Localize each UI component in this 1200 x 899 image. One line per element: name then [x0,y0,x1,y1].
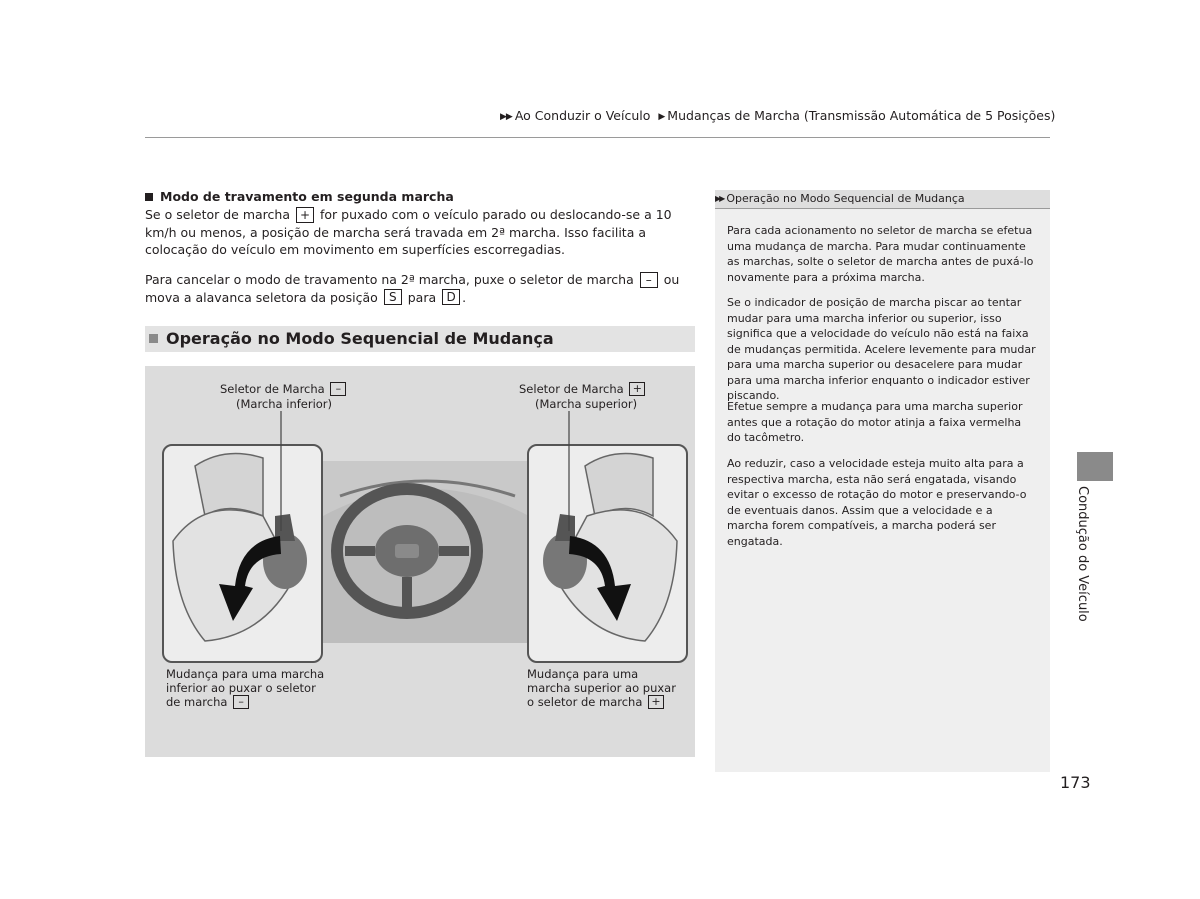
minus-key-icon: – [640,272,658,288]
arrow-icon: ▶ [658,112,665,122]
lock-mode-paragraph-2: Para cancelar o modo de travamento na 2ª marcha, puxe o seletor de marcha – ou mova a alavanca seletora da posição S para D . [145,272,680,305]
minus-key-icon: – [330,382,346,396]
lock-mode-heading: Modo de travamento em segunda marcha [145,189,454,204]
sidebar-paragraph-3: Efetue sempre a mudança para uma marcha superior antes que a rotação do motor atinja a faixa vermelha do tacômetro. [727,400,1023,444]
double-arrow-icon: ▶▶ [500,112,512,122]
plus-key-icon: + [296,207,314,223]
minus-key-icon: – [233,695,249,709]
label-downshift-caption: Mudança para uma marcha inferior ao puxar o seletor de marcha – [166,667,325,709]
breadcrumb-chapter[interactable]: Ao Conduzir o Veículo [514,108,651,123]
page-number: 173 [1060,773,1091,792]
chapter-thumb-tab[interactable] [1077,452,1113,481]
double-chevron-icon: ▶▶ [715,194,724,203]
chapter-tab-label: Condução do Veículo [1075,486,1090,622]
label-upshift-caption: Mudança para uma marcha superior ao puxar o seletor de marcha + [527,667,676,709]
breadcrumb-topic[interactable]: Mudanças de Marcha (Transmissão Automática de 5 Posições) [667,108,1056,123]
sidebar-paragraph-4: Ao reduzir, caso a velocidade esteja muito alta para a respectiva marcha, esta não será engatada, visando evitar o excesso de rotação do motor e preservando-o de eventuais danos. Assim que a velocidade e a marcha forem compatíveis, a marcha poderá ser engatada. [727,457,1027,548]
lock-mode-paragraph-1: Se o seletor de marcha + for puxado com o veículo parado ou deslocando-se a 10 km/h ou menos, a posição de marcha será travada em 2ª marcha. Isso facilita a colocação do veículo em movimento em superfícies escorregadias. [145,207,672,257]
sidebar-paragraph-1: Para cada acionamento no seletor de marcha se efetua uma mudança de marcha. Para mudar continuamente as marchas, solte o seletor de marcha antes de puxá-lo novamente para a próxima marcha. [727,224,1034,284]
plus-key-icon: + [629,382,645,396]
header-divider [145,137,1050,138]
sidebar-paragraph-2: Se o indicador de posição de marcha piscar ao tentar mudar para uma marcha inferior ou superior, isso significa que a velocidade do veículo não está na faixa de mudanças permitida. Acelere levemente para mudar para uma marcha superior ou desacelere para mudar para uma marcha inferior enquanto o indicador estiver piscando. [727,296,1036,402]
breadcrumb [500,108,1060,123]
section-heading: Operação no Modo Sequencial de Mudança [145,326,695,352]
plus-key-icon: + [648,695,664,709]
label-upshift-paddle: Seletor de Marcha + (Marcha superior) [519,382,647,411]
bullet-square-icon [145,193,153,201]
sidebar-heading: ▶▶ Operação no Modo Sequencial de Mudança [715,190,1050,209]
label-downshift-paddle: Seletor de Marcha – (Marcha inferior) [220,382,348,411]
d-key-icon: D [442,289,460,305]
s-key-icon: S [384,289,402,305]
paddle-shift-illustration [145,366,695,757]
section-square-icon [149,334,158,343]
